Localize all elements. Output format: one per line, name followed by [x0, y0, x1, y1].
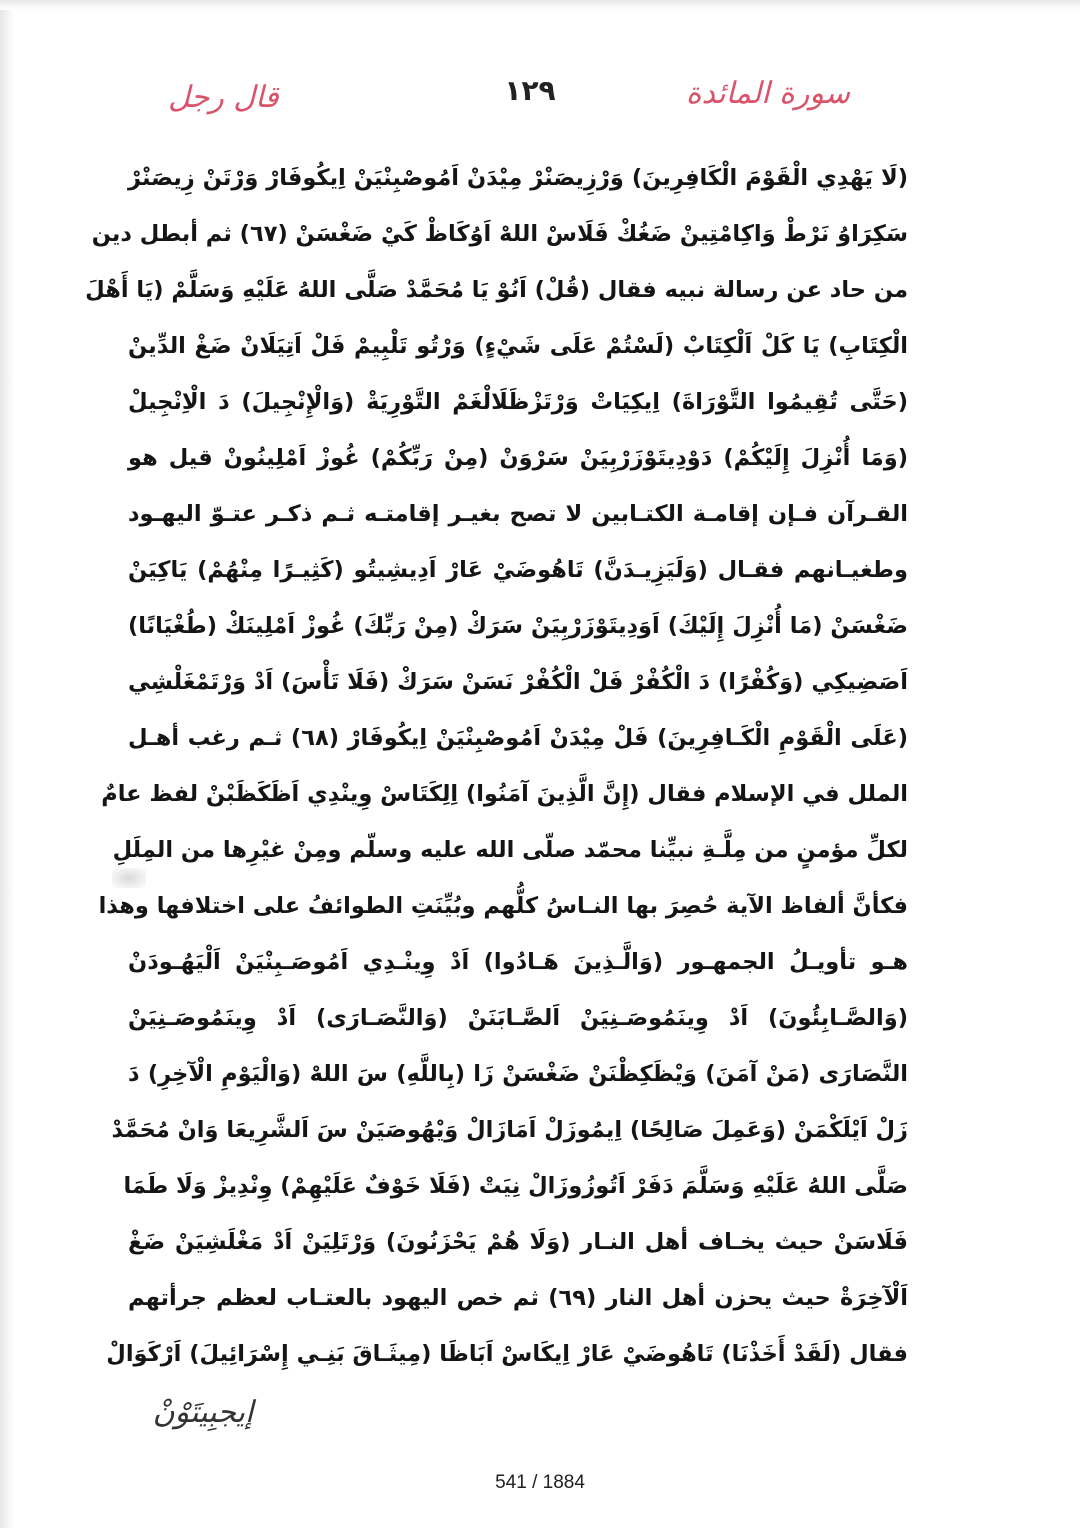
text-line: من حاد عن رسالة نبيه فقال (قُلْ) اَنُوْ يَا مُحَمَّدْ صَلَّى اللهُ عَلَيْهِ وَسَلَّمْ (يَا أَهْلَ: [85, 277, 908, 303]
text-line: النَّصَارَى (مَنْ آمَنَ) وَيْظَكِظْنَنْ ضَغْسَنْ زَا (بِاللَّهِ) سَ اللهْ (وَالْيَوْمِ الْآخِرِ) دَ: [128, 1061, 908, 1087]
text-line: اَلْآخِرَةْ حيث يحزن أهل النار (٦٩) ثم خص اليهود بالعتـاب لعظم جرأتهم: [128, 1285, 908, 1311]
text-line: صَلَّى اللهُ عَلَيْهِ وَسَلَّمَ دَفَرْ اَتُوزُوزَالْ نِيَتْ (فَلَا خَوْفٌ عَلَيْهِمْ) وِنْدِيزْ وَلَا طَمَا: [123, 1173, 908, 1199]
page-header: [140, 72, 910, 132]
catchword-footnote: إيجبِيتَوْنْ: [152, 1395, 254, 1430]
text-line: ضَغْسَنْ (مَا أُنْزِلَ إِلَيْكَ) اَوَدِيتَوْزَرْبِيَنْ سَرَكْ (مِنْ رَبِّكَ) غُوزْ اَمْلِينَكْ (طُغْيَانًا): [128, 613, 908, 639]
margin-note: قال رجل: [168, 80, 279, 115]
text-line: (وَالصَّـابِئُونَ) اَدْ وِينَمُوصَـنِيَنْ اَلصَّـابَنَنْ (وَالنَّصَـارَى) اَدْ وِينَمُوصَـنِيَنْ: [128, 1005, 908, 1031]
text-line: سَكِرَاوُ نَرْطْ وَاكِامْتِينْ ضَغُكْ فَلَاسْ اللهْ اَوُكَاظْ كَيْ ضَغْسَنْ (٦٧) ثم أبطل دين: [91, 221, 908, 247]
page-counter: 541 / 1884: [495, 1472, 585, 1493]
text-line: (لَا يَهْدِي الْقَوْمَ الْكَافِرِينَ) وَرْزِيصَنْرْ مِيْدَنْ اَمُوصْبِنْيَنْ اِيكُوفَارْ وَرْتَنْ زِيصَنْرْ: [128, 165, 908, 191]
text-line: لكلِّ مؤمنٍ من مِلَّـةِ نبيِّنا محمّد صلّى الله عليه وسلّم ومِنْ غيْرِها من المِلَلِ: [112, 837, 908, 863]
text-line: الْكِتَابِ) يَا كَلْ اَلْكِتَابْ (لَسْتُمْ عَلَى شَيْءٍ) وَرْتُو تَلْبِيمْ فَلْ اَتِيَلَانْ ضَغْ الدِّينْ: [128, 333, 908, 359]
text-line: زَلْ اَيْلَكْمَنْ (وَعَمِلَ صَالِحًا) اِيمُوزَلْ اَمَازَالْ وَيْهُوصَيَنْ سَ اَلشَّرِيعَا وَانْ مُحَمَّدْ: [111, 1117, 908, 1143]
page-number: ١٢٩: [504, 74, 556, 107]
text-line: هـو تأويـلُ الجمهـور (وَالَّـذِينَ هَـادُوا) اَدْ وِينْـدِي اَمُوصَـبِنْيَنْ اَلْيَهُـودَنْ: [128, 949, 908, 975]
text-line: فكأنَّ ألفاظ الآية حُصِرَ بها النـاسُ كلُّهم وبُيِّنَتِ الطوائفُ على اختلافها وهذا: [98, 893, 908, 919]
scan-smudge: [112, 868, 146, 888]
text-line: وطغيـانهم فقـال (وَلَيَزِيـدَنَّ) تَاهُوضَيْ عَارْ اَدِيشِيتُو (كَثِيـرًا مِنْهُمْ) يَاكِيَنْ: [128, 557, 908, 583]
scan-left-edge: [0, 0, 14, 1528]
text-line: (وَمَا أُنْزِلَ إِلَيْكُمْ) دَوْدِيتَوْزَرْبِيَنْ سَرْوَنْ (مِنْ رَبِّكُمْ) غُوزْ اَمْلِينُونْ قيل هو: [128, 445, 908, 471]
text-line: القـرآن فـإن إقامـة الكتـابين لا تصح بغيـر إقامتـه ثـم ذكـر عتـوّ اليهـود: [128, 501, 908, 527]
text-line: (حَتَّى تُقِيمُوا التَّوْرَاةَ) اِيكِيَاتْ وَرْتَزْظَلَالْغَمْ التَّوْرِيَةْ (وَالْإِنْجِيلَ) دَ الْاِنْجِيلْ: [128, 389, 908, 415]
text-line: اَصَضِيكِي (وَكُفْرًا) دَ الْكُفْرْ فَلْ الْكُفْرْ نَسَنْ سَرَكْ (فَلَا تَأْسَ) اَدْ وَرْتَمْغَلْشِي: [128, 669, 908, 695]
text-line: (عَلَى الْقَوْمِ الْكَـافِرِينَ) فَلْ مِيْدَنْ اَمُوصْبِنْيَنْ اِيكُوفَارْ (٦٨) ثـم رغب أهـل: [128, 725, 908, 751]
text-line: الملل في الإسلام فقال (إِنَّ الَّذِينَ آمَنُوا) اِلِكَتَاسْ وِينْدِي اَظَكَظَبْنْ لفظ عامٌ: [101, 781, 908, 807]
surah-title: سورة المائدة: [685, 76, 850, 111]
scan-top-edge: [0, 0, 1080, 10]
text-line: فَلَاسَنْ حيث يخـاف أهل النـار (وَلَا هُمْ يَحْزَنُونَ) وَرْتَلِيَنْ اَدْ مَغْلَشِيَنْ ضَغْ: [128, 1229, 908, 1255]
text-line: فقال (لَقَدْ أَخَذْنَا) تَاهُوضَيْ عَارْ اِيكَاسْ اَبَاظَا (مِيثَـاقَ بَنِـي إِسْرَائِيلَ) اَرْكَوَالْ: [106, 1341, 908, 1367]
tafsir-text: [85, 150, 908, 1382]
